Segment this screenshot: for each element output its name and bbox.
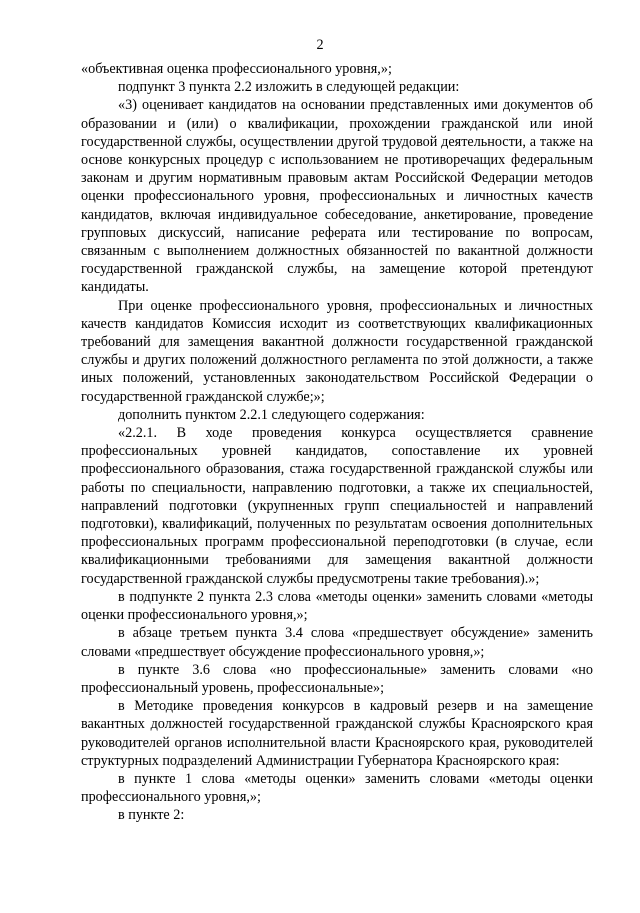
paragraph: «объективная оценка профессионального уровня,»; xyxy=(81,61,392,77)
paragraph: подпункт 3 пункта 2.2 изложить в следующей редакции: xyxy=(118,79,460,96)
paragraph: в абзаце третьем пункта 3.4 слова «предшествует обсуждение» заменить словами «предшествует обсуждение профессионального уровня,»; xyxy=(81,625,593,660)
paragraph: «3) оценивает кандидатов на основании представленных ими документов об образовании и (или) о квалификации, прохождении гражданской или иной государственной службы, осуществлении другой трудовой деятельности, а также на основе конкурсных процедур с использованием не противоречащих федеральным законам и другим нормативным правовым актам Российской Федерации методов оценки профессионального уровня, профессиональных и личностных качеств кандидатов, включая индивидуальное собеседование, анкетирование, проведение групповых дискуссий, написание реферата или тестирование по вопросам, связанным с выполнением должностных обязанностей по вакантной должности государственной гражданской службы, на замещение которой претендуют кандидаты. xyxy=(81,97,593,296)
document-body xyxy=(81,60,593,825)
page-number: 2 xyxy=(316,37,324,53)
paragraph: При оценке профессионального уровня, профессиональных и личностных качеств кандидатов Комиссия исходит из соответствующих квалификационных требований для замещения вакантной должности государственной гражданской службы и других положений должностного регламента по этой должности, а также иных положений, установленных законодательством Российской Федерации о государственной гражданской службе;»; xyxy=(81,297,593,405)
paragraph: дополнить пунктом 2.2.1 следующего содержания: xyxy=(118,406,425,423)
paragraph: «2.2.1. В ходе проведения конкурса осуществляется сравнение профессиональных уровней кандидатов, сопоставление их уровней профессионального образования, стажа государственной гражданской службы или работы по специальности, направлению подготовки, а также их специальностей, направлений подготовки (укрупненных групп специальностей и направлений подготовки), квалификаций, полученных по результатам освоения дополнительных профессиональных программ профессиональной переподготовки (в случае, если квалификационными требованиями для замещения вакантной должности государственной гражданской службы предусмотрены такие требования).»; xyxy=(81,425,593,587)
paragraph: в пункте 1 слова «методы оценки» заменить словами «методы оценки профессионального уровня,»; xyxy=(81,770,593,806)
paragraph: в Методике проведения конкурсов в кадровый резерв и на замещение вакантных должностей государственной гражданской службы Красноярского края руководителей органов исполнительной власти Красноярского края, руководителей структурных подразделений Администрации Губернатора Красноярского края: xyxy=(81,698,593,769)
paragraph: в подпункте 2 пункта 2.3 слова «методы оценки» заменить словами «методы оценки профессионального уровня,»; xyxy=(81,588,593,624)
paragraph: в пункте 2: xyxy=(118,807,185,824)
paragraph: в пункте 3.6 слова «но профессиональные» заменить словами «но профессиональный уровень, профессиональные»; xyxy=(81,661,593,696)
